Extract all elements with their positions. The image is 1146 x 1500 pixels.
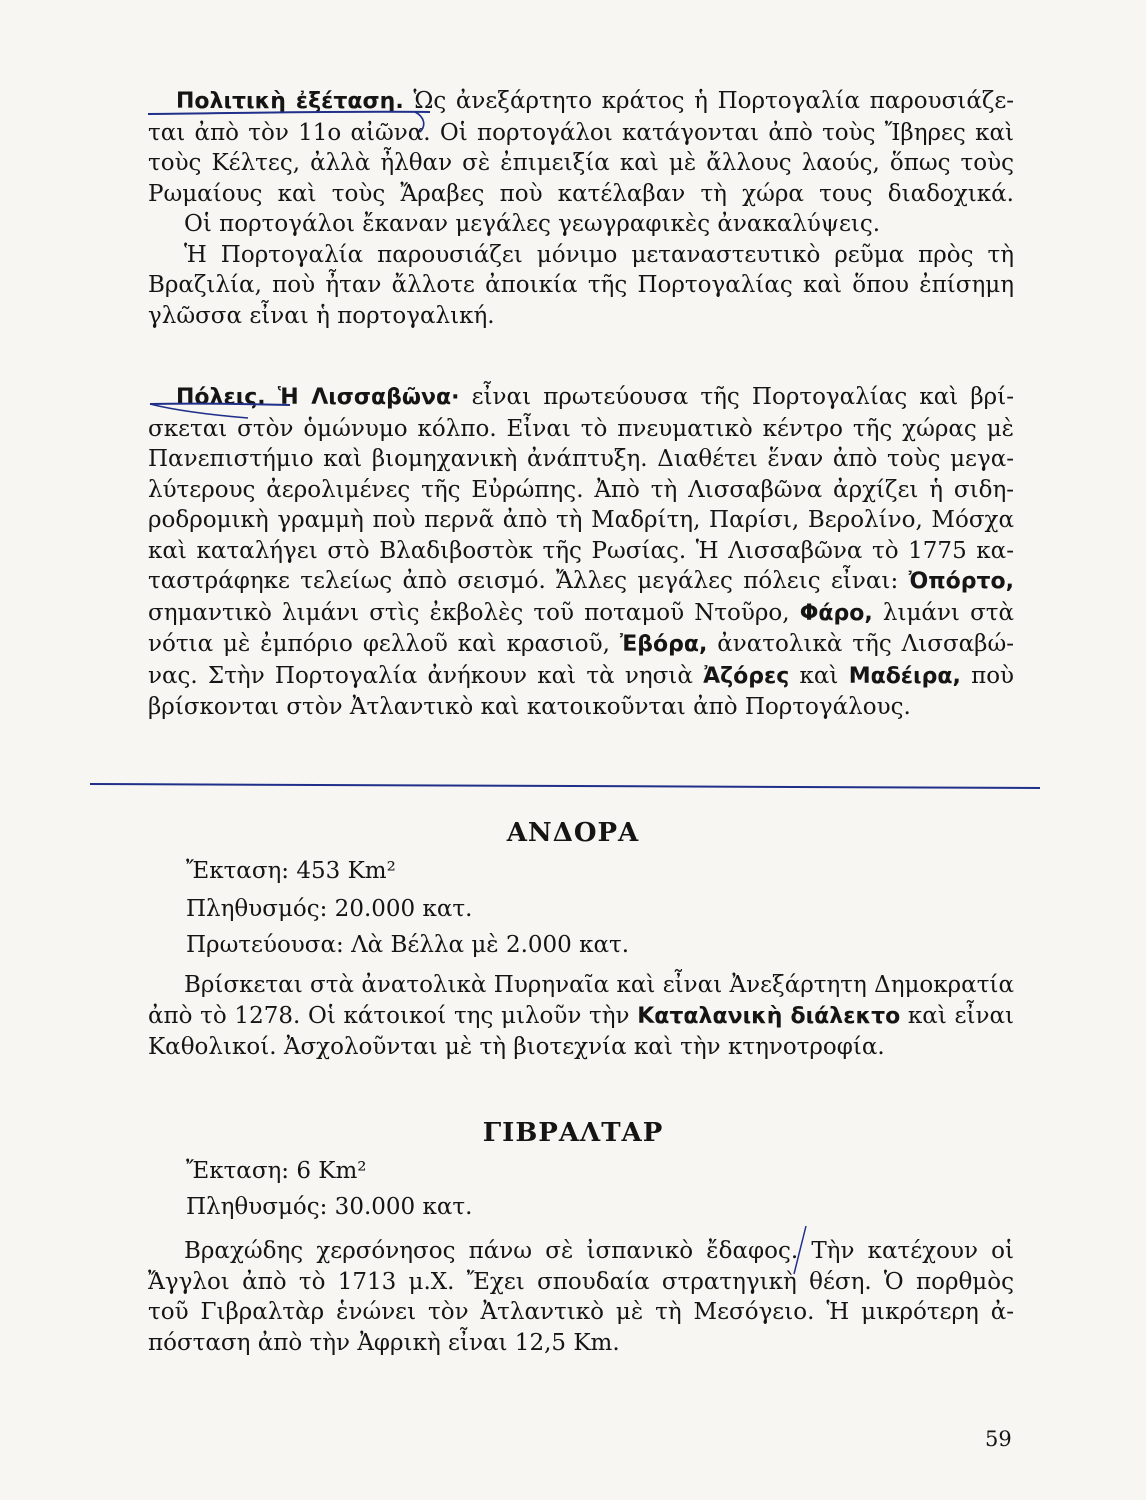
andorra-paragraph: Βρίσκεται στὰ ἀνατολικὰ Πυρηναῖα καὶ εἶναι Ἀνεξάρτητη Δημοκρατία ἀπὸ τὸ 1278. Οἱ κάτοικοί της μιλοῦν τὴν Καταλανικὴ διάλεκτο καὶ εἶναι Καθολικοί. Ἀσχολοῦνται μὲ τὴ βιοτεχνία καὶ τὴν κτηνοτροφία. bbox=[148, 972, 1014, 1060]
azores-term: Ἀζόρες bbox=[703, 663, 790, 689]
gibraltar-title: ΓΙΒΡΑΛΤΑΡ bbox=[482, 1118, 664, 1148]
cities-underline bbox=[150, 404, 290, 405]
page-number: 59 bbox=[985, 1427, 1012, 1451]
andorra-area: Ἔκταση: 453 Km² bbox=[186, 858, 396, 884]
politics-label: Πολιτικὴ ἐξέταση. bbox=[176, 89, 404, 114]
gibraltar-area: Ἔκταση: 6 Km² bbox=[186, 1158, 367, 1184]
politics-tail bbox=[415, 112, 424, 132]
evora-term: Ἐβόρα, bbox=[619, 632, 708, 657]
catalan-dialect-term: Καταλανικὴ διάλεκτο bbox=[637, 1003, 901, 1029]
madeira-term: Μαδέιρα, bbox=[848, 663, 961, 689]
gibraltar-slash-mark bbox=[794, 1226, 806, 1274]
oporto-term: Ὀπόρτο, bbox=[908, 569, 1014, 594]
politics-paragraph: Πολιτικὴ ἐξέταση. Ὡς ἀνεξάρτητο κράτος ἡ Πορτογαλία παρουσιάζε- ται ἀπὸ τὸν 11ο αἰῶνα. Οἱ πορτογάλοι κατάγονται ἀπὸ τοὺς Ἴβηρες καὶ τοὺς Κέλτες, ἀλλὰ ἦλθαν σὲ ἐπιμειξία καὶ μὲ ἄλλους λαούς, ὅπως τοὺς Ρωμαίους καὶ τοὺς Ἄραβες ποὺ κατέλαβαν τὴ χώρα τους διαδοχικά. Οἱ πορτογάλοι ἔκαναν μεγάλες γεωγραφικὲς ἀνακαλύψεις. Ἡ Πορτογαλία παρουσιάζει μόνιμο μεταναστευτικὸ ρεῦμα πρὸς τὴ Βραζιλία, ποὺ ἦταν ἄλλοτε ἀποικία τῆς Πορτογαλίας καὶ ὅπου ἐπίσημη γλῶσσα εἶναι ἡ πορτογαλική. bbox=[148, 88, 1015, 329]
lisbon-term: Ἡ Λισσαβῶνα· bbox=[277, 385, 460, 410]
cities-paragraph: Πόλεις. Ἡ Λισσαβῶνα· εἶναι πρωτεύουσα τῆς Πορτογαλίας καὶ βρί- σκεται στὸν ὁμώνυμο κόλπο. Εἶναι τὸ πνευματικὸ κέντρο τῆς χώρας μὲ Πανεπιστήμιο καὶ βιομηχανικὴ ἀνάπτυξη. Διαθέτει ἕναν ἀπὸ τοὺς μεγα- λύτερους ἀερολιμένες τῆς Εὐρώπης. Ἀπὸ τὴ Λισσαβῶνα ἀρχίζει ἡ σιδη- ροδρομικὴ γραμμὴ ποὺ περνᾶ ἀπὸ τὴ Μαδρίτη, Παρίσι, Βερολίνο, Μόσχα καὶ καταλήγει στὸ Βλαδιβοστὸκ τῆς Ρωσίας. Ἡ Λισσαβῶνα τὸ 1775 κα- ταστράφηκε τελείως ἀπὸ σεισμό. Ἄλλες μεγάλες πόλεις εἶναι: Ὀπόρτο, σημαντικὸ λιμάνι στὶς ἐκβολὲς τοῦ ποταμοῦ Ντοῦρο, Φάρο, λιμάνι στὰ νότια μὲ ἐμπόριο φελλοῦ καὶ κρασιοῦ, Ἐβόρα, ἀνατολικὰ τῆς Λισσαβώ- νας. Στὴν Πορτογαλία ἀνήκουν καὶ τὰ νησιὰ Ἀζόρες καὶ Μαδέιρα, ποὺ βρίσκονται στὸν Ἀτλαντικὸ καὶ κατοικοῦνται ἀπὸ Πορτογάλους. bbox=[148, 384, 1015, 720]
andorra-capital: Πρωτεύουσα: Λὰ Βέλλα μὲ 2.000 κατ. bbox=[186, 932, 630, 958]
section-divider-line bbox=[90, 784, 1040, 788]
gibraltar-paragraph: Βραχώδης χερσόνησος πάνω σὲ ἰσπανικὸ ἔδαφος. Τὴν κατέχουν οἱ Ἄγγλοι ἀπὸ τὸ 1713 μ.Χ. Ἔχει σπουδαία στρατηγικὴ θέση. Ὁ πορθμὸς τοῦ Γιβραλτὰρ ἑνώνει τὸν Ἀτλαντικὸ μὲ τὴ Μεσόγειο. Ἡ μικρότερη ἀ- πόσταση ἀπὸ τὴν Ἀφρικὴ εἶναι 12,5 Km. bbox=[148, 1238, 1014, 1356]
andorra-population: Πληθυσμός: 20.000 κατ. bbox=[186, 896, 473, 922]
gibraltar-population: Πληθυσμός: 30.000 κατ. bbox=[186, 1194, 473, 1220]
cities-label: Πόλεις. bbox=[176, 385, 266, 410]
politics-underline bbox=[148, 112, 430, 114]
cities-tail bbox=[150, 404, 248, 418]
andorra-title: ΑΝΔΟΡΑ bbox=[506, 818, 640, 848]
faro-term: Φάρο, bbox=[799, 600, 873, 626]
